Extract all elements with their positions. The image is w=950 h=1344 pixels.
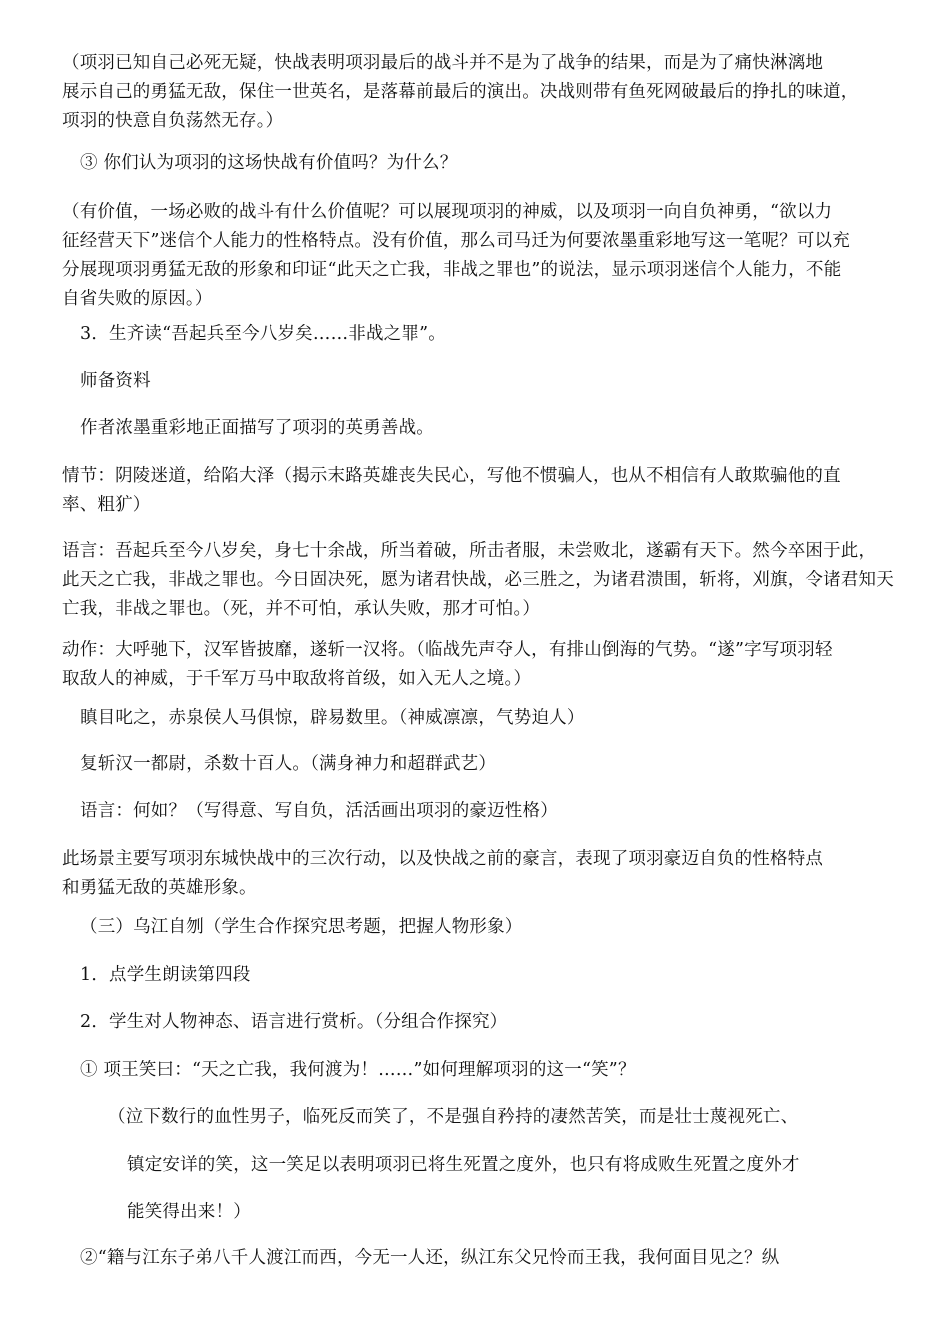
text-line: 分展现项羽勇猛无敌的形象和印证“此天之亡我，非战之罪也”的说法，显示项羽迷信个人能力，不能 [62, 260, 842, 280]
paragraph [62, 49, 859, 136]
text-line: ②“籍与江东子弟八千人渡江而西，今无一人还，纵江东父兄怜而王我，我何面目见之？纵 [80, 1248, 780, 1268]
text-line: 动作：大呼驰下，汉军皆披靡，遂斩一汉将。（临战先声夺人，有排山倒海的气势。“遂”字写项羽轻 [62, 640, 833, 660]
paragraph [80, 1008, 507, 1037]
text-line: 2．学生对人物神态、语言进行赏析。（分组合作探究） [80, 1012, 508, 1032]
text-line: 亡我，非战之罪也。（死，并不可怕，承认失败，那才可怕。） [62, 599, 541, 619]
paragraph [108, 1103, 798, 1132]
text-line: 作者浓墨重彩地正面描写了项羽的英勇善战。 [80, 418, 434, 438]
paragraph [80, 1056, 636, 1085]
paragraph [80, 797, 558, 826]
text-line: 率、粗犷） [62, 495, 151, 515]
paragraph [80, 961, 251, 990]
text-line: 语言：何如？（写得意、写自负，活活画出项羽的豪迈性格） [80, 801, 558, 821]
paragraph [80, 414, 434, 443]
paragraph [80, 1244, 779, 1273]
text-line: 瞋目叱之，赤泉侯人马俱惊，辟易数里。（神威凛凛，气势迫人） [80, 708, 585, 728]
text-line: 1．点学生朗读第四段 [80, 965, 251, 985]
paragraph [62, 462, 841, 520]
text-line: 语言：吾起兵至今八岁矣，身七十余战，所当着破，所击者服，未尝败北，遂霸有天下。然今卒困于此， [62, 541, 877, 561]
text-line: （三）乌江自刎（学生合作探究思考题，把握人物形象） [80, 917, 523, 937]
paragraph [127, 1151, 800, 1180]
text-line: 能笑得出来！） [127, 1202, 251, 1222]
text-line: 复斩汉一都尉，杀数十百人。（满身神力和超群武艺） [80, 754, 497, 774]
text-line: 师备资料 [80, 371, 151, 391]
text-line: 和勇猛无敌的英雄形象。 [62, 878, 257, 898]
paragraph [127, 1198, 251, 1227]
text-line: 展示自己的勇猛无敌，保住一世英名，是落幕前最后的演出。决战则带有鱼死网破最后的挣扎的味道， [62, 82, 859, 102]
text-line: ① 项王笑曰：“天之亡我，我何渡为！……”如何理解项羽的这一“笑”？ [80, 1060, 636, 1080]
text-line: 征经营天下”迷信个人能力的性格特点。没有价值，那么司马迁为何要浓墨重彩地写这一笔呢？可以充 [62, 231, 850, 251]
paragraph [80, 320, 446, 349]
text-line: （项羽已知自己必死无疑，快战表明项羽最后的战斗并不是为了战争的结果，而是为了痛快淋漓地 [62, 53, 824, 73]
text-line: 镇定安详的笑，这一笑足以表明项羽已将生死置之度外，也只有将成败生死置之度外才 [127, 1155, 800, 1175]
text-line: 此场景主要写项羽东城快战中的三次行动，以及快战之前的豪言，表现了项羽豪迈自负的性格特点 [62, 849, 824, 869]
paragraph [62, 636, 833, 694]
paragraph [62, 198, 850, 314]
text-line: （有价值，一场必败的战斗有什么价值呢？可以展现项羽的神威，以及项羽一向自负神勇，“欲以力 [62, 202, 833, 222]
section-heading [80, 913, 523, 942]
text-line: 情节：阴陵迷道，给陷大泽（揭示末路英雄丧失民心，写他不惯骗人，也从不相信有人敢欺骗他的直 [62, 466, 841, 486]
text-line: 3．生齐读“吾起兵至今八岁矣……非战之罪”。 [80, 324, 446, 344]
text-line: 取敌人的神威，于千军万马中取敌将首级，如入无人之境。） [62, 669, 532, 689]
paragraph [80, 750, 496, 779]
text-line: 项羽的快意自负荡然无存。） [62, 111, 284, 131]
paragraph [62, 537, 894, 624]
text-line: （泣下数行的血性男子，临死反而笑了，不是强自矜持的凄然苦笑，而是壮士蔑视死亡、 [108, 1107, 799, 1127]
text-line: 自省失败的原因。） [62, 289, 213, 309]
paragraph [62, 845, 823, 903]
paragraph [80, 367, 151, 396]
paragraph [80, 149, 457, 178]
text-line: 此天之亡我，非战之罪也。今日固决死，愿为诸君快战，必三胜之，为诸君溃围，斩将，刈旗，令诸君知天 [62, 570, 894, 590]
text-line: ③ 你们认为项羽的这场快战有价值吗？为什么？ [80, 153, 458, 173]
paragraph [80, 704, 585, 733]
